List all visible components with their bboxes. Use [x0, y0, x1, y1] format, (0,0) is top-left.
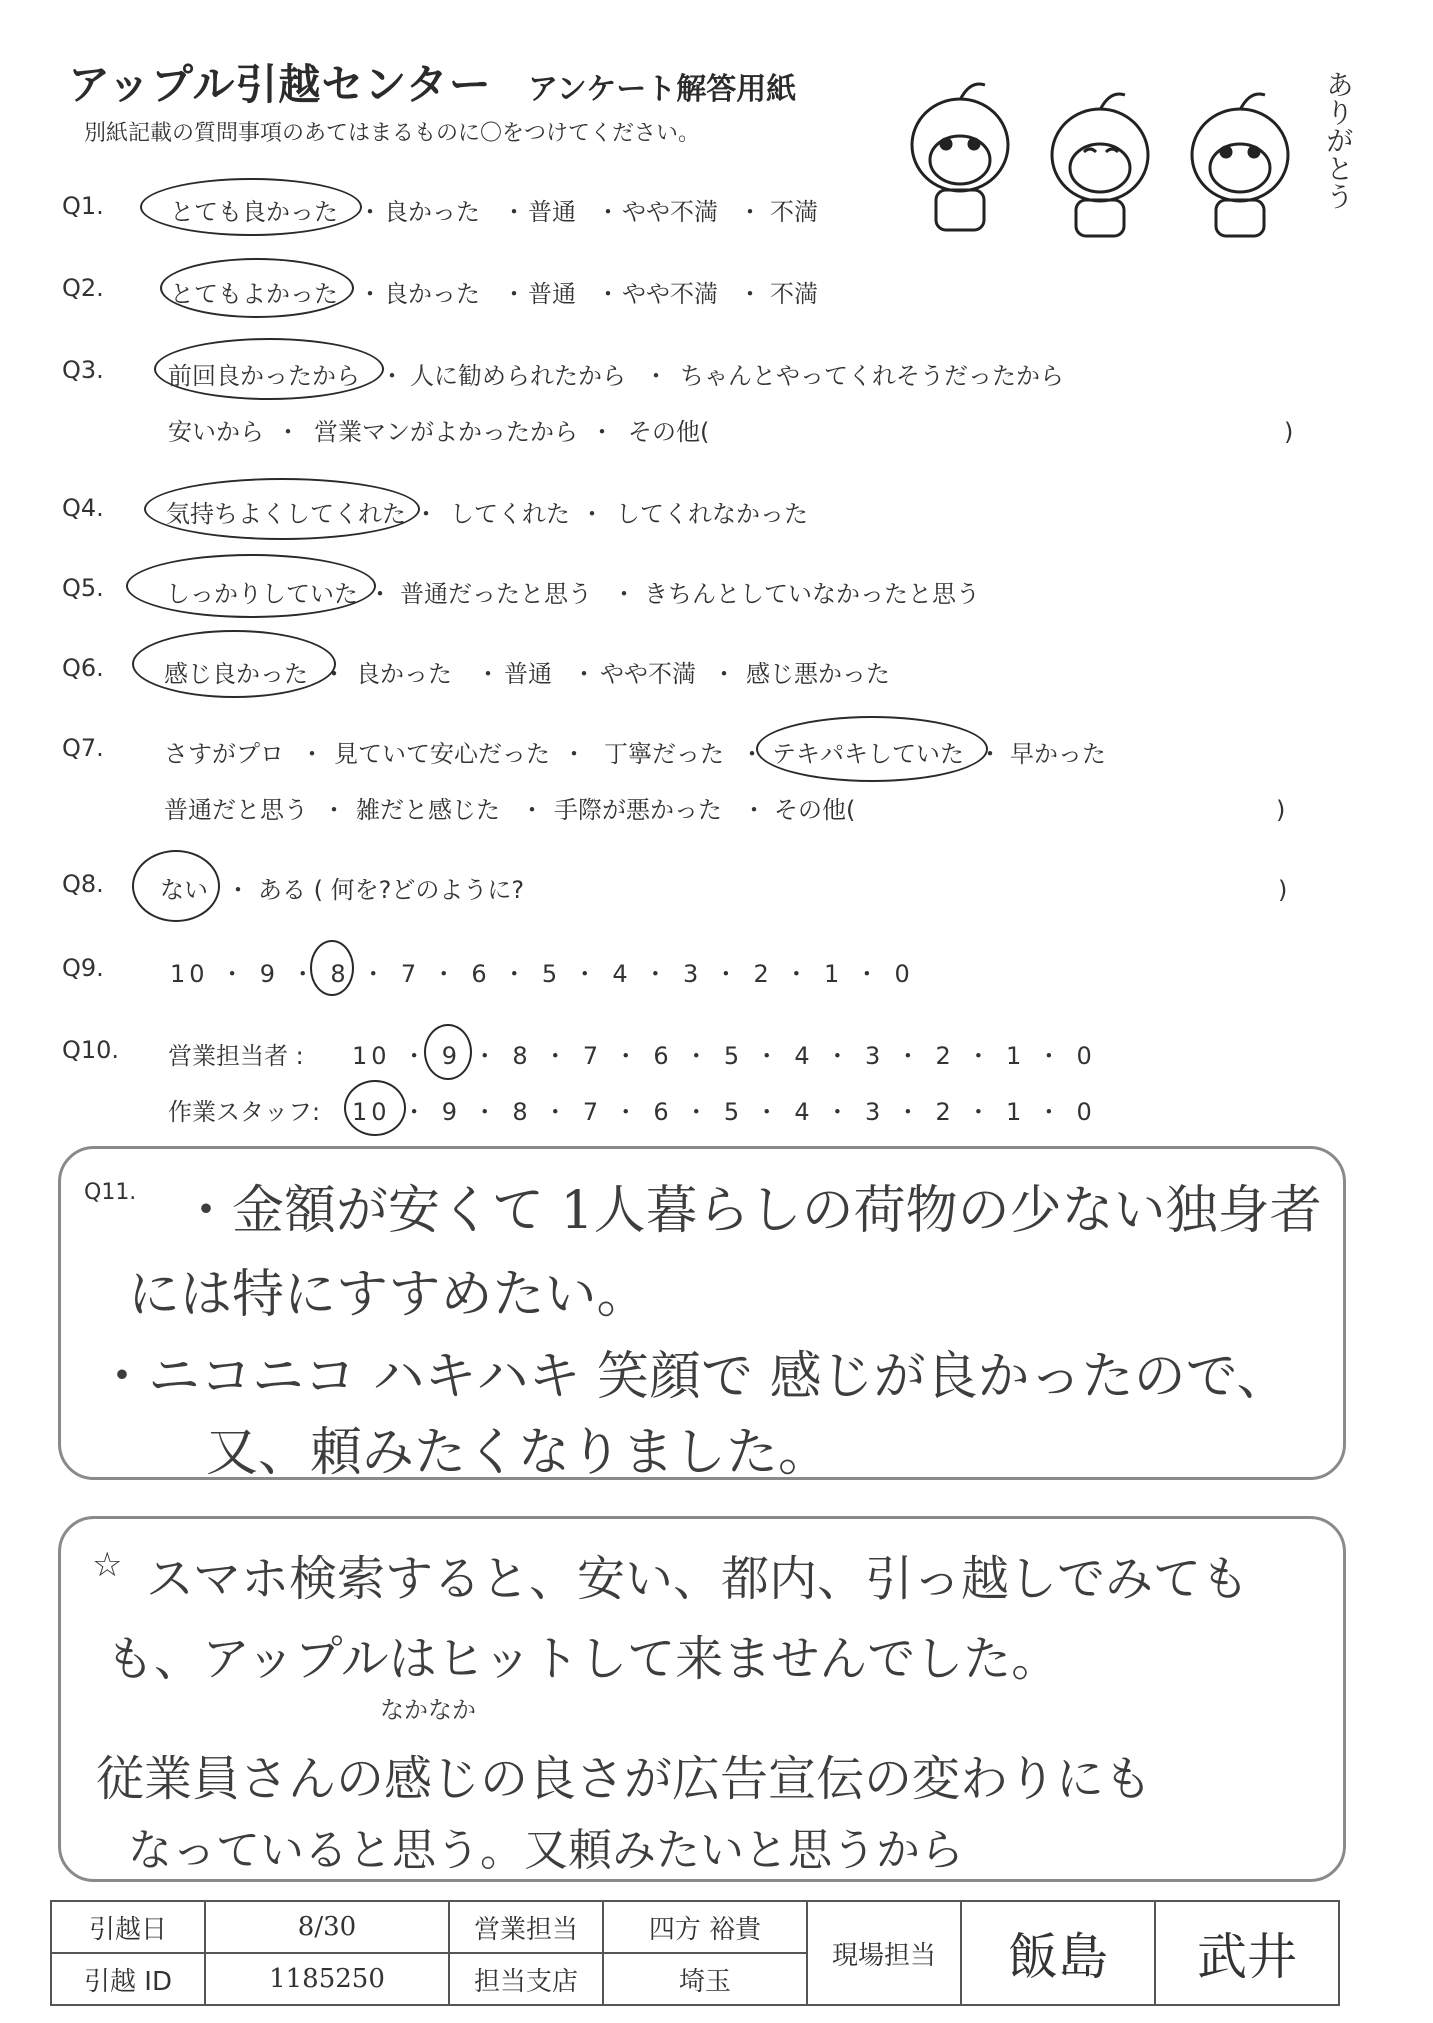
q1-option[interactable]: とても良かった [170, 198, 338, 226]
form-subtitle: アンケート解答用紙 [528, 72, 797, 107]
footer-info-table [50, 1900, 1340, 2006]
q11-handwritten-line: 又、頼みたくなりました。 [206, 1423, 831, 1483]
monkey-icon [1052, 94, 1148, 236]
q7-option[interactable]: テキパキしていた [772, 740, 964, 768]
q10-staff-selection-circle [344, 1080, 406, 1136]
q3-option[interactable]: 前回良かったから [168, 362, 360, 390]
q10-sales-selection-circle [424, 1024, 472, 1080]
q11-handwritten-line: には特にすすめたい。 [128, 1265, 649, 1325]
monkey-icon [1192, 94, 1288, 236]
star-icon: ☆ [92, 1545, 123, 1585]
q3-option[interactable]: 営業マンがよかったから [314, 418, 578, 446]
q7-option[interactable]: 見ていて安心だった [334, 740, 550, 768]
q9-scale[interactable]: 10 ・ 9 ・ 8 ・ 7 ・ 6 ・ 5 ・ 4 ・ 3 ・ 2 ・ 1 ・ 0 [170, 960, 914, 988]
q1-option[interactable]: やや不満 [622, 198, 718, 226]
q8-option[interactable]: ない [160, 876, 208, 904]
q7-option[interactable]: さすがプロ [164, 740, 284, 768]
q7-selection-circle [756, 716, 988, 782]
move-date-value: 8/30 [205, 1901, 449, 1953]
q1-option[interactable]: 良かった [384, 198, 480, 226]
q1-option[interactable]: 不満 [770, 198, 818, 226]
q8-selection-circle [132, 850, 220, 922]
extra-handwritten-line: なっていると思う。又頼みたいと思うから [128, 1825, 964, 1876]
sales-rep-value: 四方 裕貴 [603, 1901, 807, 1953]
move-id-value: 1185250 [205, 1953, 449, 2005]
q10-sales-label: 営業担当者 : [168, 1042, 304, 1070]
q4-label: Q4. [62, 494, 104, 522]
q3-option[interactable]: 安いから [168, 418, 264, 446]
q4-selection-circle [144, 478, 420, 540]
q2-option[interactable]: とてもよかった [170, 280, 338, 308]
monkey-icon [912, 84, 1008, 230]
q6-option[interactable]: 感じ悪かった [746, 660, 890, 688]
q9-selection-circle [310, 940, 354, 996]
q7-option[interactable]: 雑だと感じた [356, 796, 500, 824]
q7-option-other[interactable]: その他( [774, 796, 856, 824]
q3-option[interactable]: ちゃんとやってくれそうだったから [680, 362, 1064, 390]
q6-option[interactable]: 良かった [356, 660, 452, 688]
move-date-label: 引越日 [51, 1901, 205, 1953]
q1-selection-circle [140, 178, 362, 236]
q6-option[interactable]: やや不満 [600, 660, 696, 688]
extra-handwritten-line: スマホ検索すると、安い、都内、引っ越しでみても [146, 1551, 1250, 1607]
q1-option[interactable]: 普通 [528, 198, 576, 226]
q7-option[interactable]: 丁寧だった [604, 740, 724, 768]
q2-option[interactable]: やや不満 [622, 280, 718, 308]
q5-option[interactable]: きちんとしていなかったと思う [644, 580, 980, 608]
q7-other-close: ) [1276, 796, 1286, 824]
q9-label: Q9. [62, 954, 104, 982]
q2-option[interactable]: 普通 [528, 280, 576, 308]
q3-label: Q3. [62, 356, 104, 384]
q5-option[interactable]: 普通だったと思う [400, 580, 592, 608]
q8-close: ) [1278, 876, 1288, 904]
q2-option[interactable]: 不満 [770, 280, 818, 308]
form-title: アップル引越センター [68, 60, 492, 109]
q4-option[interactable]: してくれなかった [616, 500, 808, 528]
instruction-text: 別紙記載の質問事項のあてはまるものに〇をつけてください。 [84, 121, 701, 146]
q10-staff-scale[interactable]: 10 ・ 9 ・ 8 ・ 7 ・ 6 ・ 5 ・ 4 ・ 3 ・ 2 ・ 1 ・ 0 [352, 1098, 1096, 1126]
q8-label: Q8. [62, 870, 104, 898]
q7-label: Q7. [62, 734, 104, 762]
extra-handwritten-line: 従業員さんの感じの良さが広告宣伝の変わりにも [96, 1751, 1153, 1807]
extra-handwritten-annotation: なかなか [380, 1696, 476, 1724]
q7-option[interactable]: 手際が悪かった [554, 796, 722, 824]
q10-label: Q10. [62, 1036, 120, 1064]
q3-option[interactable]: 人に勧められたから [410, 362, 626, 390]
q11-label: Q11. [84, 1180, 137, 1205]
q10-sales-scale[interactable]: 10 ・ 9 ・ 8 ・ 7 ・ 6 ・ 5 ・ 4 ・ 3 ・ 2 ・ 1 ・ 0 [352, 1042, 1096, 1070]
q5-label: Q5. [62, 574, 104, 602]
site-staff-value: 飯島 [961, 1901, 1155, 2005]
q5-option[interactable]: しっかりしていた [166, 580, 358, 608]
branch-value: 埼玉 [603, 1953, 807, 2005]
q3-selection-circle [154, 338, 384, 400]
q4-option[interactable]: してくれた [450, 500, 570, 528]
q7-option[interactable]: 早かった [1010, 740, 1106, 768]
thanks-text: ありがとう [1322, 70, 1355, 210]
q1-label: Q1. [62, 192, 104, 220]
q4-option[interactable]: 気持ちよくしてくれた [166, 500, 406, 528]
q8-option[interactable]: ある ( 何を?どのように? [258, 876, 525, 904]
q3-option-other[interactable]: その他( [628, 418, 710, 446]
q6-option[interactable]: 感じ良かった [164, 660, 308, 688]
monkey-mascots-illustration [900, 60, 1320, 240]
q11-handwritten-line: ・ニコニコ ハキハキ 笑顔で 感じが良かったので、 [96, 1347, 1289, 1407]
q2-option[interactable]: 良かった [384, 280, 480, 308]
branch-label: 担当支店 [449, 1953, 603, 2005]
q6-selection-circle [132, 630, 336, 698]
site-staff-value: 武井 [1155, 1901, 1339, 2005]
q5-selection-circle [126, 554, 376, 618]
q6-label: Q6. [62, 654, 104, 682]
sales-rep-label: 営業担当 [449, 1901, 603, 1953]
q2-selection-circle [160, 258, 354, 318]
q7-option[interactable]: 普通だと思う [164, 796, 308, 824]
q10-staff-label: 作業スタッフ: [168, 1098, 321, 1126]
q3-other-close: ) [1284, 418, 1294, 446]
q11-handwritten-line: ・金額が安くて 1人暮らしの荷物の少ない独身者 [180, 1181, 1322, 1241]
extra-handwritten-line: も、アップルはヒットして来ませんでした。 [106, 1631, 1060, 1687]
move-id-label: 引越 ID [51, 1953, 205, 2005]
site-staff-label: 現場担当 [807, 1901, 961, 2005]
q6-option[interactable]: 普通 [504, 660, 552, 688]
q2-label: Q2. [62, 274, 104, 302]
